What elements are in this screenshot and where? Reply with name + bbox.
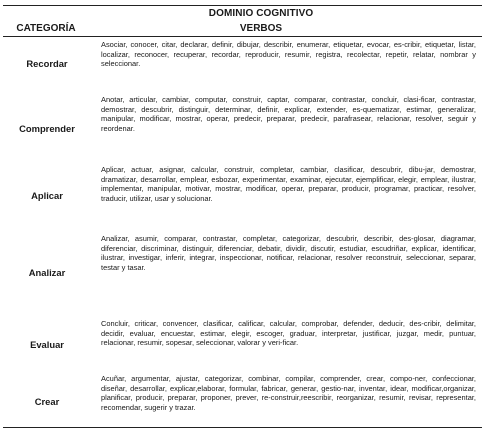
table-supertitle: DOMINIO COGNITIVO [208, 8, 314, 19]
header-category: CATEGORÍA [16, 23, 76, 34]
table-header-rule [3, 36, 482, 37]
table-top-rule [3, 5, 482, 6]
row-verbs: Aplicar, actuar, asignar, calcular, construir, completar, cambiar, clasificar, descubrir, dibu-jar, demostrar, dramatizar, desarrollar, emplear, esbozar, experimentar, examinar, ejecutar, ejemplificar, elegir, emplear, ilustrar, implementar, manipular, motivar, mostrar, modificar, operar, preparar, producir, programar, practicar, resolver, traducir, utilizar, usar y solucionar. [101, 165, 476, 203]
row-verbs: Anotar, articular, cambiar, computar, construir, captar, comparar, contrastar, concluir, clasi-ficar, contrastar, demostrar, descubrir, distinguir, determinar, definir, explicar, extender, es-quematizar, estimar, generalizar, manipular, modificar, mostrar, operar, predecir, preparar, predecir, parafrasear, relacionar, resolver, seguir y reordenar. [101, 95, 476, 133]
row-category: Crear [34, 396, 60, 407]
row-verbs: Acuñar, argumentar, ajustar, categorizar, combinar, compilar, comprender, crear, compo-ner, confeccionar, diseñar, desarrollar, explicar,elaborar, formular, fabricar, generar, gestio-nar, inventar, idear, modificar,organizar, planificar, producir, preparar, proponer, prever, re-construir,reescribir, reorganizar, resumir, revisar, representar, recomendar, sugerir y trazar. [101, 374, 476, 412]
row-category: Evaluar [30, 339, 64, 350]
row-category: Aplicar [31, 190, 63, 201]
row-verbs: Asociar, conocer, citar, declarar, definir, dibujar, describir, enumerar, etiquetar, evocar, es-cribir, etiquetar, listar, localizar, reconocer, recuperar, recordar, reproducir, resumir, registra, recolectar, repetir, relatar, nombrar y seleccionar. [101, 40, 476, 69]
row-verbs: Analizar, asumir, comparar, contrastar, completar, categorizar, descubrir, describir, des-glosar, diagramar, diferenciar, discriminar, distinguir, diferenciar, debatir, dividir, discutir, estudiar, escudriñar, explicar, identificar, ilustrar, investigar, inferir, integrar, inspeccionar, notificar, relacionar, resolver reconstruir, seleccionar, separar, testar y tasar. [101, 234, 476, 272]
row-category: Analizar [28, 267, 66, 278]
row-category: Recordar [26, 58, 68, 69]
header-verbs: VERBOS [239, 23, 283, 34]
table-bottom-rule [3, 427, 482, 428]
row-category: Comprender [19, 123, 75, 134]
row-verbs: Concluir, criticar, convencer, clasificar, calificar, calcular, comprobar, defender, deducir, des-cribir, delimitar, decidir, evaluar, encuestar, estimar, elegir, escoger, graduar, interpretar, justificar, juzgar, medir, puntuar, relacionar, resumir, sopesar, seleccionar, valorar y veri-ficar. [101, 319, 476, 348]
